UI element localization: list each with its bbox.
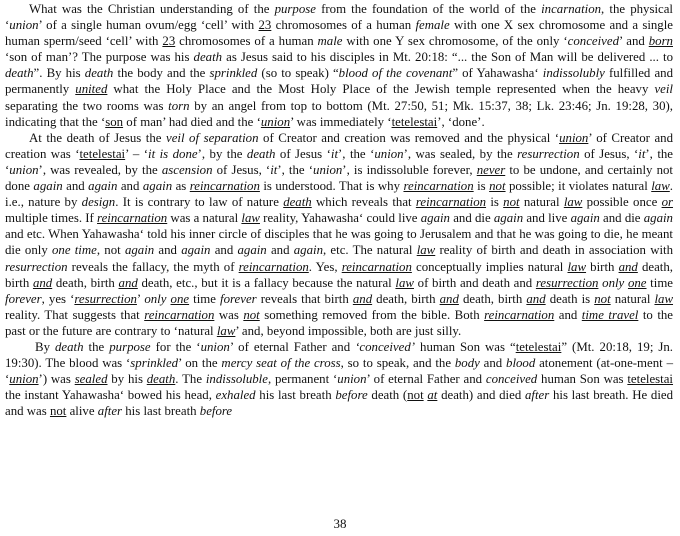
- text-run: again: [124, 243, 155, 258]
- text-run: sprinkled: [130, 356, 179, 371]
- body-text: [5, 1, 673, 419]
- text-run: only: [144, 291, 167, 306]
- text-run: again: [293, 243, 323, 258]
- text-run: blood of the covenant: [338, 66, 453, 81]
- text-run: female: [415, 18, 450, 33]
- text-run: union: [313, 162, 343, 177]
- text-run: not: [407, 388, 424, 403]
- text-run: sprinkled: [209, 66, 258, 81]
- text-run: male: [317, 34, 343, 49]
- text-run: reincarnation: [238, 259, 309, 274]
- text-run: mercy seat of the cross: [221, 356, 341, 371]
- text-run: and: [618, 259, 638, 274]
- text-run: tetelestai: [79, 146, 126, 161]
- text-run: indissoluble: [205, 372, 268, 387]
- text-run: purpose: [274, 2, 316, 16]
- text-run: it: [270, 162, 278, 177]
- text-run: veil of separation: [166, 130, 259, 145]
- text-run: and: [118, 275, 138, 290]
- text-run: law: [651, 179, 670, 194]
- text-run: born: [648, 34, 673, 49]
- text-run: torn: [168, 98, 190, 113]
- text-run: and: [439, 291, 459, 306]
- text-run: body: [454, 356, 480, 371]
- text-run: resurrection: [517, 146, 580, 161]
- text-run: incarnation: [541, 2, 602, 16]
- text-run: again: [33, 179, 63, 194]
- text-run: 23: [162, 34, 176, 49]
- text-run: never: [476, 162, 506, 177]
- text-run: exhaled: [215, 388, 256, 403]
- text-run: death: [84, 66, 114, 81]
- text-run: law: [241, 211, 260, 226]
- text-run: or: [661, 195, 673, 210]
- text-run: union: [9, 162, 39, 177]
- text-run: 23: [258, 18, 272, 33]
- text-run: not: [503, 195, 520, 210]
- text-run: and: [352, 291, 373, 306]
- text-run: design: [81, 195, 116, 210]
- paragraph-1: What was the Christian understanding of the purpose from the foundation of the world of the incarnation, the physical ‘union’ of a single human ovum/egg ‘cell’ with 23 chromosomes of a human female with one X sex chromosome and a single human sperm/seed ‘cell’ with 23 chromosomes of a human male with one Y sex chromosome, of the only ‘conceived’ and born ‘son of man’? The purpose was his death as Jesus said to his disciples in Mt. 20:18: “... the Son of Man will be delivered ... to death”. By his death the body and the sprinkled (so to speak) “blood of the covenant” of Yahawasha‘ indissolubly fulfilled and permanently united what the Holy Place and the Most Holy Place of the Jewish temple represented when the heavy veil separating the two rooms was torn by an angel from top to bottom (Mt. 27:50, 51; Mk. 15:37, 38; Lk. 23:46; Jn. 19:28, 30), indicating that the ‘son of man’ had died and the ‘union’ was immediately ‘tetelestai’, ‘done’.: [5, 2, 674, 129]
- text-run: conceived: [485, 372, 538, 387]
- text-run: forever: [5, 291, 42, 306]
- text-run: at: [427, 388, 438, 403]
- text-run: veil: [654, 82, 673, 97]
- text-run: reincarnation: [341, 259, 412, 274]
- text-run: one: [627, 275, 647, 290]
- text-run: indissolubly: [542, 66, 605, 81]
- text-run: again: [181, 243, 211, 258]
- text-run: ‘conceived’: [355, 339, 416, 354]
- text-run: after: [524, 388, 550, 403]
- text-run: law: [654, 291, 674, 306]
- text-run: again: [570, 211, 600, 226]
- text-run: purpose: [109, 339, 151, 354]
- text-run: resurrection: [535, 275, 599, 290]
- text-run: united: [75, 82, 108, 97]
- text-run: again: [142, 179, 173, 194]
- text-run: law: [395, 275, 414, 290]
- text-run: union: [9, 18, 39, 33]
- text-run: reincarnation: [189, 179, 260, 194]
- text-run: law: [416, 243, 436, 258]
- text-run: death: [283, 195, 312, 210]
- text-run: sealed: [74, 372, 108, 387]
- text-run: tetelestai: [627, 372, 674, 387]
- text-run: again: [237, 243, 267, 258]
- text-run: blood: [506, 356, 536, 371]
- text-run: reincarnation: [415, 195, 487, 210]
- text-run: again: [88, 179, 118, 194]
- text-run: not: [243, 307, 260, 322]
- text-run: law: [563, 195, 583, 210]
- text-run: it: [638, 146, 646, 161]
- text-run: forever: [220, 291, 257, 306]
- text-run: resurrection: [5, 259, 68, 274]
- text-run: law: [216, 323, 236, 338]
- paragraph-2: At the death of Jesus the veil of separation of Creator and creation was removed and the physical ‘union’ of Creator and creation was ‘tetelestai’ – ‘it is done’, by the death of Jesus ‘it’, the ‘union’, was sealed, by the resurrection of Jesus, ‘it’, the ‘union’, was revealed, by the ascension of Jesus, ‘it’, the ‘union’, is indissoluble forever, never to be undone, and certainly not done again and again and again as reincarnation is understood. That is why reincarnation is not possible; it violates natural law. i.e., nature by design. It is contrary to law of nature death which reveals that reincarnation is not natural law possible once or multiple times. If reincarnation was a natural law reality, Yahawasha‘ could live again and die again and live again and die again and etc. When Yahawasha‘ told his inner circle of disciples that he was going to Jerusalem and that he was going to die, he meant die only one time, not again and again and again and again, etc. The natural law reality of birth and death in association with resurrection reveals the fallacy, the myth of reincarnation. Yes, reincarnation conceptually implies natural law birth and death, birth and death, birth and death, etc., but it is a fallacy because the natural law of birth and death and resurrection only one time forever, yes ‘resurrection’ only one time forever reveals that birth and death, birth and death, birth and death is not natural law reality. That suggests that reincarnation was not something removed from the bible. Both reincarnation and time travel to the past or the future are contrary to ‘natural law’ and, beyond impossible, both are just silly.: [5, 130, 674, 338]
- text-run: again: [420, 211, 450, 226]
- text-run: and: [32, 275, 53, 290]
- text-run: death: [246, 146, 276, 161]
- text-run: tetelestai: [515, 339, 562, 354]
- text-run: law: [567, 259, 587, 274]
- text-run: not: [489, 179, 506, 194]
- text-run: death: [55, 339, 84, 354]
- text-run: reincarnation: [144, 307, 215, 322]
- text-run: not: [594, 291, 611, 306]
- text-run: after: [97, 404, 123, 419]
- text-run: reincarnation: [403, 179, 474, 194]
- text-run: only: [602, 275, 625, 290]
- text-run: before: [335, 388, 368, 403]
- text-run: and: [526, 291, 546, 306]
- text-run: again: [493, 211, 524, 226]
- text-run: not: [49, 404, 67, 419]
- text-run: death: [193, 50, 223, 65]
- text-run: union: [9, 372, 39, 387]
- text-run: death: [5, 66, 34, 81]
- text-run: union: [200, 339, 230, 354]
- text-run: union: [260, 114, 291, 129]
- text-run: before: [199, 404, 233, 419]
- text-run: one: [170, 291, 190, 306]
- text-run: son: [105, 114, 124, 129]
- text-run: resurrection: [74, 291, 137, 306]
- text-run: again: [643, 211, 673, 226]
- paragraph-3: By death the purpose for the ‘union’ of eternal Father and ‘conceived’ human Son was “tetelestai” (Mt. 20:18, 19; Jn. 19:30). The blood was ‘sprinkled’ on the mercy seat of the cross, so to speak, and the body and blood atonement (at-one-ment – ‘union’) was sealed by his death. The indissoluble, permanent ‘union’ of eternal Father and conceived human Son was tetelestai the instant Yahawasha‘ bowed his head, exhaled his last breath before death (not at death) and died after his last breath. He died and was not alive after his last breath before: [5, 339, 674, 419]
- text-run: it: [330, 146, 339, 161]
- text-run: tetelestai: [391, 114, 438, 129]
- text-run: union: [374, 146, 404, 161]
- text-run: one time: [51, 243, 97, 258]
- text-run: ascension: [161, 162, 213, 177]
- page-number: 38: [333, 516, 347, 531]
- text-run: conceived: [567, 34, 619, 49]
- text-run: union: [337, 372, 367, 387]
- text-run: death: [146, 372, 176, 387]
- text-run: reincarnation: [484, 307, 555, 322]
- text-run: reincarnation: [97, 211, 168, 226]
- text-run: union: [559, 130, 589, 145]
- text-run: it is done: [148, 146, 198, 161]
- text-run: time travel: [581, 307, 639, 322]
